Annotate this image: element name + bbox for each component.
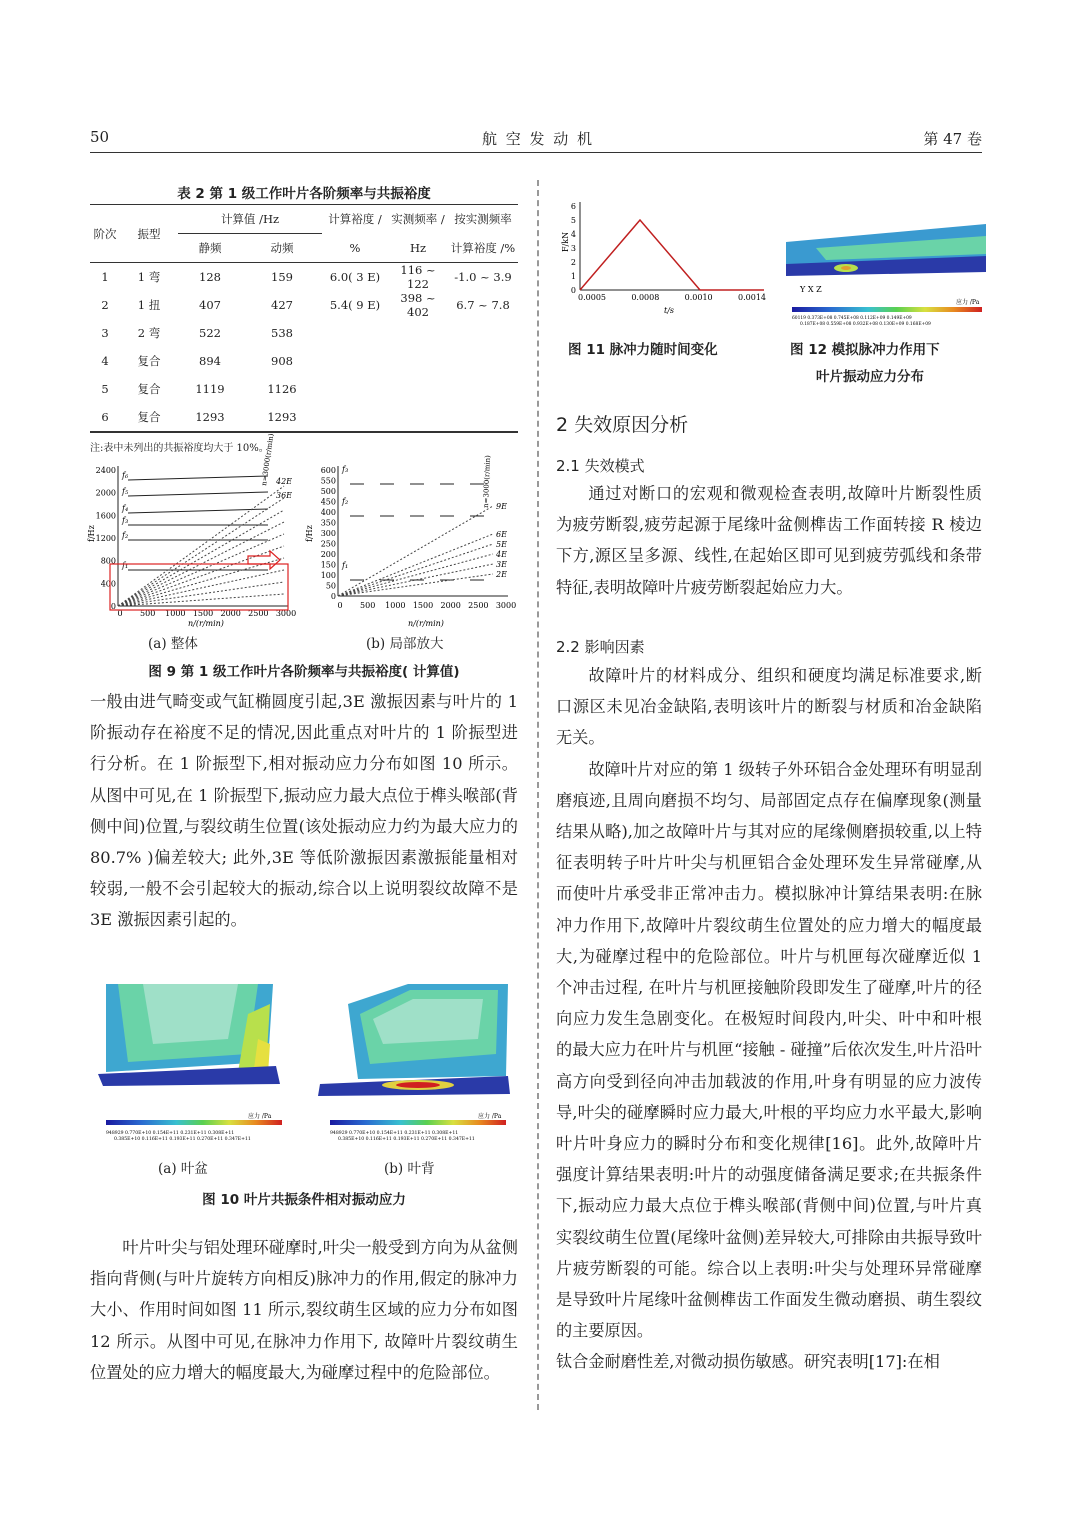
- fig9b-xtick: 500: [360, 601, 376, 610]
- table-cell: 4: [101, 354, 109, 368]
- th-static: 静频: [198, 241, 222, 255]
- fig11-caption: 图 11 脉冲力随时间变化: [568, 342, 718, 358]
- fig10-caption: 图 10 叶片共振条件相对振动应力: [202, 1192, 406, 1208]
- table-row: [90, 375, 518, 403]
- fig9b-ytick: 0: [330, 592, 336, 601]
- fig9b-ytick: 450: [320, 497, 336, 507]
- section22-heading: 2.2 影响因素: [556, 638, 645, 656]
- fig11-ytick: 6: [570, 202, 576, 211]
- fig9a-engine-order-line: [118, 582, 284, 606]
- fig9b-order-label: 4E: [496, 550, 507, 559]
- fig9b-ytick: 350: [320, 518, 336, 528]
- table-cell: 1119: [195, 382, 225, 396]
- table-cell: [448, 319, 518, 347]
- fig9a-xtick: 2500: [248, 609, 269, 618]
- fig9a-xtick: 0: [117, 609, 123, 618]
- fig9b-ytick: 300: [320, 529, 336, 538]
- table-cell: 6.7 ~ 7.8: [456, 298, 510, 312]
- fig9a-xlabel: n/(r/min): [188, 619, 224, 628]
- fig12-unit: 应力 /Pa: [956, 299, 980, 306]
- fig10b-unit: 应力 /Pa: [478, 1113, 502, 1120]
- table-cell: 1 弯: [137, 270, 161, 284]
- table-cell: [388, 403, 448, 432]
- fig9b-freq-label: f₂: [342, 497, 349, 506]
- fig9b-ytick: 550: [320, 476, 336, 486]
- table-cell: [448, 347, 518, 375]
- fig9b-order-label: 9E: [496, 502, 507, 511]
- table-cell: 2 弯: [137, 326, 161, 340]
- section21-heading: 2.1 失效模式: [556, 457, 645, 475]
- th-meas1: 实测频率 /: [391, 212, 445, 227]
- table-row: [90, 403, 518, 432]
- fig9b-ytick: 150: [320, 560, 336, 570]
- table-cell: 1 扭: [137, 298, 161, 312]
- table-cell: 159: [271, 270, 293, 284]
- fig9-caption: 图 9 第 1 级工作叶片各阶频率与共振裕度( 计算值): [148, 664, 460, 680]
- left-para2-text: 叶片叶尖与铝处理环碰摩时,叶尖一般受到方向为从盆侧指向背侧(与叶片旋转方向相反)脉冲力的作用,假定的脉冲力大小、作用时间如图 11 所示,裂纹萌生区域的应力分布如图 12 所示。从图中可见,在脉冲力作用下, 故障叶片裂纹萌生位置处的应力增大的幅度最大,为碰摩过程中的危险部位。: [90, 1238, 518, 1382]
- fig9a-freq-line: [128, 476, 268, 480]
- figure10: [98, 984, 518, 1144]
- fig11-ylabel: F/kN: [561, 231, 570, 252]
- table-cell: 116 ~ 122: [400, 263, 436, 291]
- fig9b-order-label: 2E: [496, 570, 507, 579]
- fig10b-scale-bot: 0.385E+10 0.116E+11 0.193E+11 0.270E+11 0.347E+11: [338, 1137, 475, 1142]
- fig9a-xtick: 3000: [275, 609, 297, 618]
- fig9b-xtick: 2500: [468, 601, 489, 610]
- fig9b-ytick: 500: [320, 487, 336, 496]
- fig12-caption1: 图 12 模拟脉冲力作用下: [790, 342, 940, 358]
- fig11-ytick: 2: [570, 258, 576, 267]
- table-cell: 复合: [137, 410, 161, 424]
- fig11-ytick: 0: [570, 286, 576, 295]
- fig9b-order-label: 5E: [496, 540, 507, 549]
- table-cell: 1293: [195, 410, 225, 424]
- table-cell: [448, 403, 518, 432]
- th-mm2: 计算裕度 /%: [450, 240, 516, 255]
- fig9b-xtick: 1000: [385, 601, 406, 610]
- fig9b-vlabel: n=3000(r/min): [482, 455, 492, 509]
- fig11-xtick: 0.0014: [738, 293, 766, 302]
- fig9a-engine-order-line: [118, 510, 284, 606]
- fig11-ytick: 1: [570, 272, 576, 281]
- th-dynamic: 动频: [270, 241, 294, 255]
- fig9a-ytick: 800: [100, 556, 116, 566]
- table-cell: 522: [199, 326, 221, 340]
- fig9b-ytick: 100: [320, 571, 336, 580]
- fig12-axes: Y X Z: [800, 285, 822, 294]
- fig9b-engine-order-line: [338, 574, 493, 596]
- table-cell: 6: [101, 410, 109, 424]
- fig9a-freq-label: f₂: [122, 531, 129, 540]
- fig11-xtick: 0.0005: [578, 293, 606, 302]
- fig11-xticks: [578, 293, 766, 302]
- table2: [90, 204, 518, 454]
- fig9b-ytick: 200: [320, 550, 336, 559]
- table-cell: 908: [271, 354, 293, 368]
- table-cell: 538: [271, 326, 293, 340]
- figure12: [786, 184, 986, 330]
- fig9a-order-label: 36E: [276, 491, 293, 500]
- para22c-text: 钛合金耐磨性差,对微动损伤敏感。研究表明[17]:在相: [556, 1352, 940, 1372]
- left-para2: [90, 1232, 518, 1388]
- fig9b-xlabel: n/(r/min): [408, 619, 444, 628]
- fig9b-xtick: 1500: [412, 601, 434, 610]
- th-order: 阶次: [93, 226, 117, 241]
- fig10a-colorbar: [106, 1120, 282, 1125]
- fig9a-arrow: [248, 551, 280, 569]
- fig9a-sub: (a) 整体: [148, 636, 198, 652]
- fig9a-ytick: 0: [110, 602, 116, 611]
- fig9a-xtick: 1000: [165, 609, 186, 618]
- fig9a-curves: [118, 471, 292, 606]
- table-cell: [322, 347, 388, 375]
- fig9a-freq-label: f₆: [122, 471, 129, 480]
- header-rule: [90, 152, 982, 153]
- table2-body: [90, 263, 518, 432]
- th-meas2: Hz: [409, 240, 427, 255]
- fig9b-ytick: 250: [320, 539, 336, 549]
- fig9b-engine-order-line: [338, 544, 493, 596]
- table-cell: 5: [101, 382, 109, 396]
- th-mm1: 按实测频率: [454, 212, 512, 227]
- table-cell: [322, 403, 388, 432]
- fig11-xtick: 0.0008: [631, 293, 660, 302]
- table-cell: 复合: [137, 354, 161, 368]
- fig9b-curves: [338, 465, 507, 596]
- fig9b-ylabel: f/Hz: [305, 525, 314, 542]
- th-mode: 振型: [137, 226, 161, 241]
- fig11-ytick: 5: [570, 216, 576, 225]
- fig9a-engine-order-line: [118, 558, 284, 606]
- journal-title: 航 空 发 动 机: [481, 130, 595, 148]
- table-cell: 2: [101, 298, 109, 312]
- table-cell: -1.0 ~ 3.9: [454, 270, 512, 284]
- fig9b-yticks: [321, 466, 336, 601]
- fig12-scale-top: 60119 0.373E+08 0.745E+08 0.112E+09 0.149E+09: [792, 316, 912, 321]
- table-row: [90, 319, 518, 347]
- para21: [556, 478, 982, 603]
- fig11-ytick: 3: [570, 244, 576, 253]
- fig11-yticks: [571, 202, 576, 295]
- table-cell: 6.0( 3 E): [329, 270, 381, 284]
- table-cell: 894: [199, 354, 221, 368]
- fig9a-freq-line: [128, 509, 268, 513]
- fig9b-plot: [305, 455, 516, 628]
- fig9b-xtick: 2000: [440, 601, 461, 610]
- para22a-text: 故障叶片的材料成分、组织和硬度均满足标准要求,断口源区未见冶金缺陷,表明该叶片的断裂与材质和冶金缺陷无关。: [556, 666, 982, 748]
- fig10b-scale-top: 948929 0.770E+10 0.154E+11 0.231E+11 0.308E+11: [330, 1131, 459, 1136]
- table-cell: 128: [199, 270, 221, 284]
- fig11-series-line: [580, 220, 764, 290]
- fig9a-freq-label: f₃: [122, 516, 129, 525]
- th-calc: 计算值 /Hz: [178, 205, 322, 234]
- fig9b-engine-order-line: [338, 554, 493, 596]
- table-cell: 1293: [267, 410, 297, 424]
- fig11-xtick: 0.0010: [684, 293, 713, 302]
- fig9a-engine-order-line: [118, 546, 284, 606]
- table-row: [90, 347, 518, 375]
- fig9b-xtick: 3000: [495, 601, 517, 610]
- left-para1-text: 一般由进气畸变或气缸椭圆度引起,3E 激振因素与叶片的 1 阶振动存在裕度不足的情况,因此重点对叶片的 1 阶振型进行分析。在 1 阶振型下,相对振动应力分布如图 10 所示。从图中可见,在 1 阶振型下,振动应力最大点位于榫头喉部(背侧中间)位置,与裂纹萌生位置(该处振动应力约为最大应力的 80.7% )偏差较大; 此外,3E 等低阶激振因素激振能量相对较弱,一般不会引起较大的振动,综合以上说明裂纹故障不是 3E 激振因素引起的。: [90, 692, 518, 930]
- fig9a-xtick: 500: [140, 609, 156, 618]
- fig9b-ytick: 400: [320, 508, 336, 517]
- fig10a-unit: 应力 /Pa: [248, 1113, 272, 1120]
- fig9a-engine-order-line: [118, 594, 284, 606]
- left-para1: [90, 686, 518, 936]
- fig10b-contour: [318, 984, 510, 1096]
- fig9a-order-label: 42E: [276, 477, 293, 486]
- table-cell: 398 ~ 402: [400, 291, 436, 319]
- fig9b-freq-label: f₃: [342, 465, 349, 474]
- fig9a-freq-label: f₁: [122, 561, 129, 570]
- table-cell: [322, 375, 388, 403]
- fig9b-sub: (b) 局部放大: [366, 636, 444, 652]
- fig9b-xticks: [337, 601, 516, 610]
- fig11-xlabel: t/s: [664, 306, 675, 315]
- table-cell: [388, 319, 448, 347]
- fig10a-scale-top: 948929 0.770E+10 0.154E+11 0.231E+11 0.308E+11: [106, 1131, 235, 1136]
- table-cell: 3: [101, 326, 109, 340]
- table-cell: 复合: [137, 382, 161, 396]
- para22: [556, 660, 982, 1378]
- fig12-caption2: 叶片振动应力分布: [816, 369, 924, 385]
- table-cell: 5.4( 9 E): [329, 298, 381, 312]
- fig9b-ytick: 600: [320, 466, 336, 475]
- th-margin1: 计算裕度 /: [328, 212, 382, 227]
- fig10b-colorbar: [330, 1120, 506, 1125]
- fig10b-sub: (b) 叶背: [384, 1161, 435, 1177]
- section2-heading: 2 失效原因分析: [556, 414, 689, 436]
- fig9b-xtick: 0: [337, 601, 343, 610]
- fig9a-freq-label: f₄: [122, 504, 129, 513]
- para22b-text: 故障叶片对应的第 1 级转子外环铝合金处理环有明显刮磨痕迹,且周向磨损不均匀、局部固定点存在偏摩现象(测量结果从略),加之故障叶片与其对应的尾缘侧磨损较重,以上特征表明转子叶片叶尖与机匣铝合金处理环发生异常碰摩,从而使叶片承受非正常冲击力。模拟脉冲计算结果表明:在脉冲力作用下,故障叶片裂纹萌生位置处的应力增大的幅度最大,为碰摩过程中的危险部位。叶片与机匣每次碰摩近似 1 个冲击过程, 在叶片与机匣接触阶段即发生了碰摩,叶片的径向应力发生急剧变化。在极短时间段内,叶尖、叶中和叶根的最大应力在叶片与机匣“接触 - 碰撞”后依次发生,叶片沿叶高方向受到径向冲击加载波的作用,叶身有明显的应力波传导,叶尖的碰摩瞬时应力最大,叶根的平均应力水平最大,影响叶片叶身应力的瞬时分布和变化规律[16]。此外,故障叶片强度计算结果表明:叶片的动强度储备满足要求;在共振条件下,振动应力最大点位于榫头喉部(背侧中间)位置,与叶片真实裂纹萌生位置(尾缘叶盆侧)差异较大,可排除由共振导致叶片疲劳断裂的可能。综合以上表明:叶尖与处理环异常碰摩是导致叶片尾缘叶盆侧榫齿工作面发生微动磨损、萌生裂纹的主要原因。: [556, 759, 982, 1341]
- fig10a-scale-bot: 0.385E+10 0.116E+11 0.193E+11 0.270E+11 0.347E+11: [114, 1137, 251, 1142]
- table-cell: 427: [271, 298, 293, 312]
- fig10a-contour: [98, 984, 280, 1086]
- table-cell: [322, 319, 388, 347]
- fig9a-xtick: 1500: [192, 609, 214, 618]
- table-cell: 1126: [267, 382, 297, 396]
- table-cell: [448, 375, 518, 403]
- table2-grid: [90, 205, 518, 432]
- table-row: [90, 291, 518, 319]
- fig9b-freq-label: f₁: [342, 561, 349, 570]
- table-row: [90, 263, 518, 292]
- fig9a-plot: [87, 433, 296, 628]
- fig9a-xtick: 2000: [220, 609, 241, 618]
- volume-label: 第 47 卷: [923, 130, 982, 148]
- fig9b-order-label: 6E: [496, 530, 507, 539]
- fig9a-ytick: 1600: [95, 511, 116, 521]
- table2-caption: 表 2 第 1 级工作叶片各阶频率与共振裕度: [177, 186, 431, 202]
- fig9a-engine-order-line: [118, 498, 284, 606]
- table-cell: [388, 375, 448, 403]
- table-cell: 407: [199, 298, 221, 312]
- fig9a-vlabel: n=3000(r/min): [260, 432, 276, 487]
- table-cell: [388, 347, 448, 375]
- page-number: 50: [90, 128, 110, 146]
- table-cell: 1: [101, 270, 109, 284]
- th-margin2: %: [349, 240, 361, 255]
- table2-note: 注:表中未列出的共振裕度均大于 10%。: [90, 443, 269, 454]
- fig9a-ytick: 1200: [95, 534, 116, 543]
- fig9b-order-label: 3E: [496, 560, 507, 569]
- column-divider: [537, 180, 539, 1410]
- fig9a-freq-line: [128, 492, 268, 496]
- fig9a-yticks: [96, 466, 116, 611]
- fig9b-engine-order-line: [338, 506, 493, 596]
- fig9a-ytick: 2400: [95, 466, 116, 475]
- fig11-ytick: 4: [570, 230, 576, 239]
- para21-text: 通过对断口的宏观和微观检查表明,故障叶片断裂性质为疲劳断裂,疲劳起源于尾缘叶盆侧榫齿工作面转接 R 棱边下方,源区呈多源、线性,在起始区即可见到疲劳弧线和条带特征,表明故障叶片疲劳断裂起始应力大。: [556, 484, 982, 597]
- fig10a-sub: (a) 叶盆: [158, 1161, 208, 1177]
- fig12-scale-bot: 0.187E+08 0.559E+08 0.932E+08 0.130E+09 0.168E+09: [800, 322, 931, 327]
- fig12-colorbar: [792, 307, 982, 312]
- fig9a-ytick: 2000: [95, 488, 116, 498]
- fig9a-ytick: 400: [100, 579, 116, 589]
- fig9b-engine-order-line: [338, 534, 493, 596]
- fig9b-ytick: 50: [325, 581, 336, 591]
- figure11: [552, 196, 768, 316]
- fig9a-ylabel: f/Hz: [87, 525, 96, 542]
- fig9a-freq-label: f₅: [122, 487, 129, 496]
